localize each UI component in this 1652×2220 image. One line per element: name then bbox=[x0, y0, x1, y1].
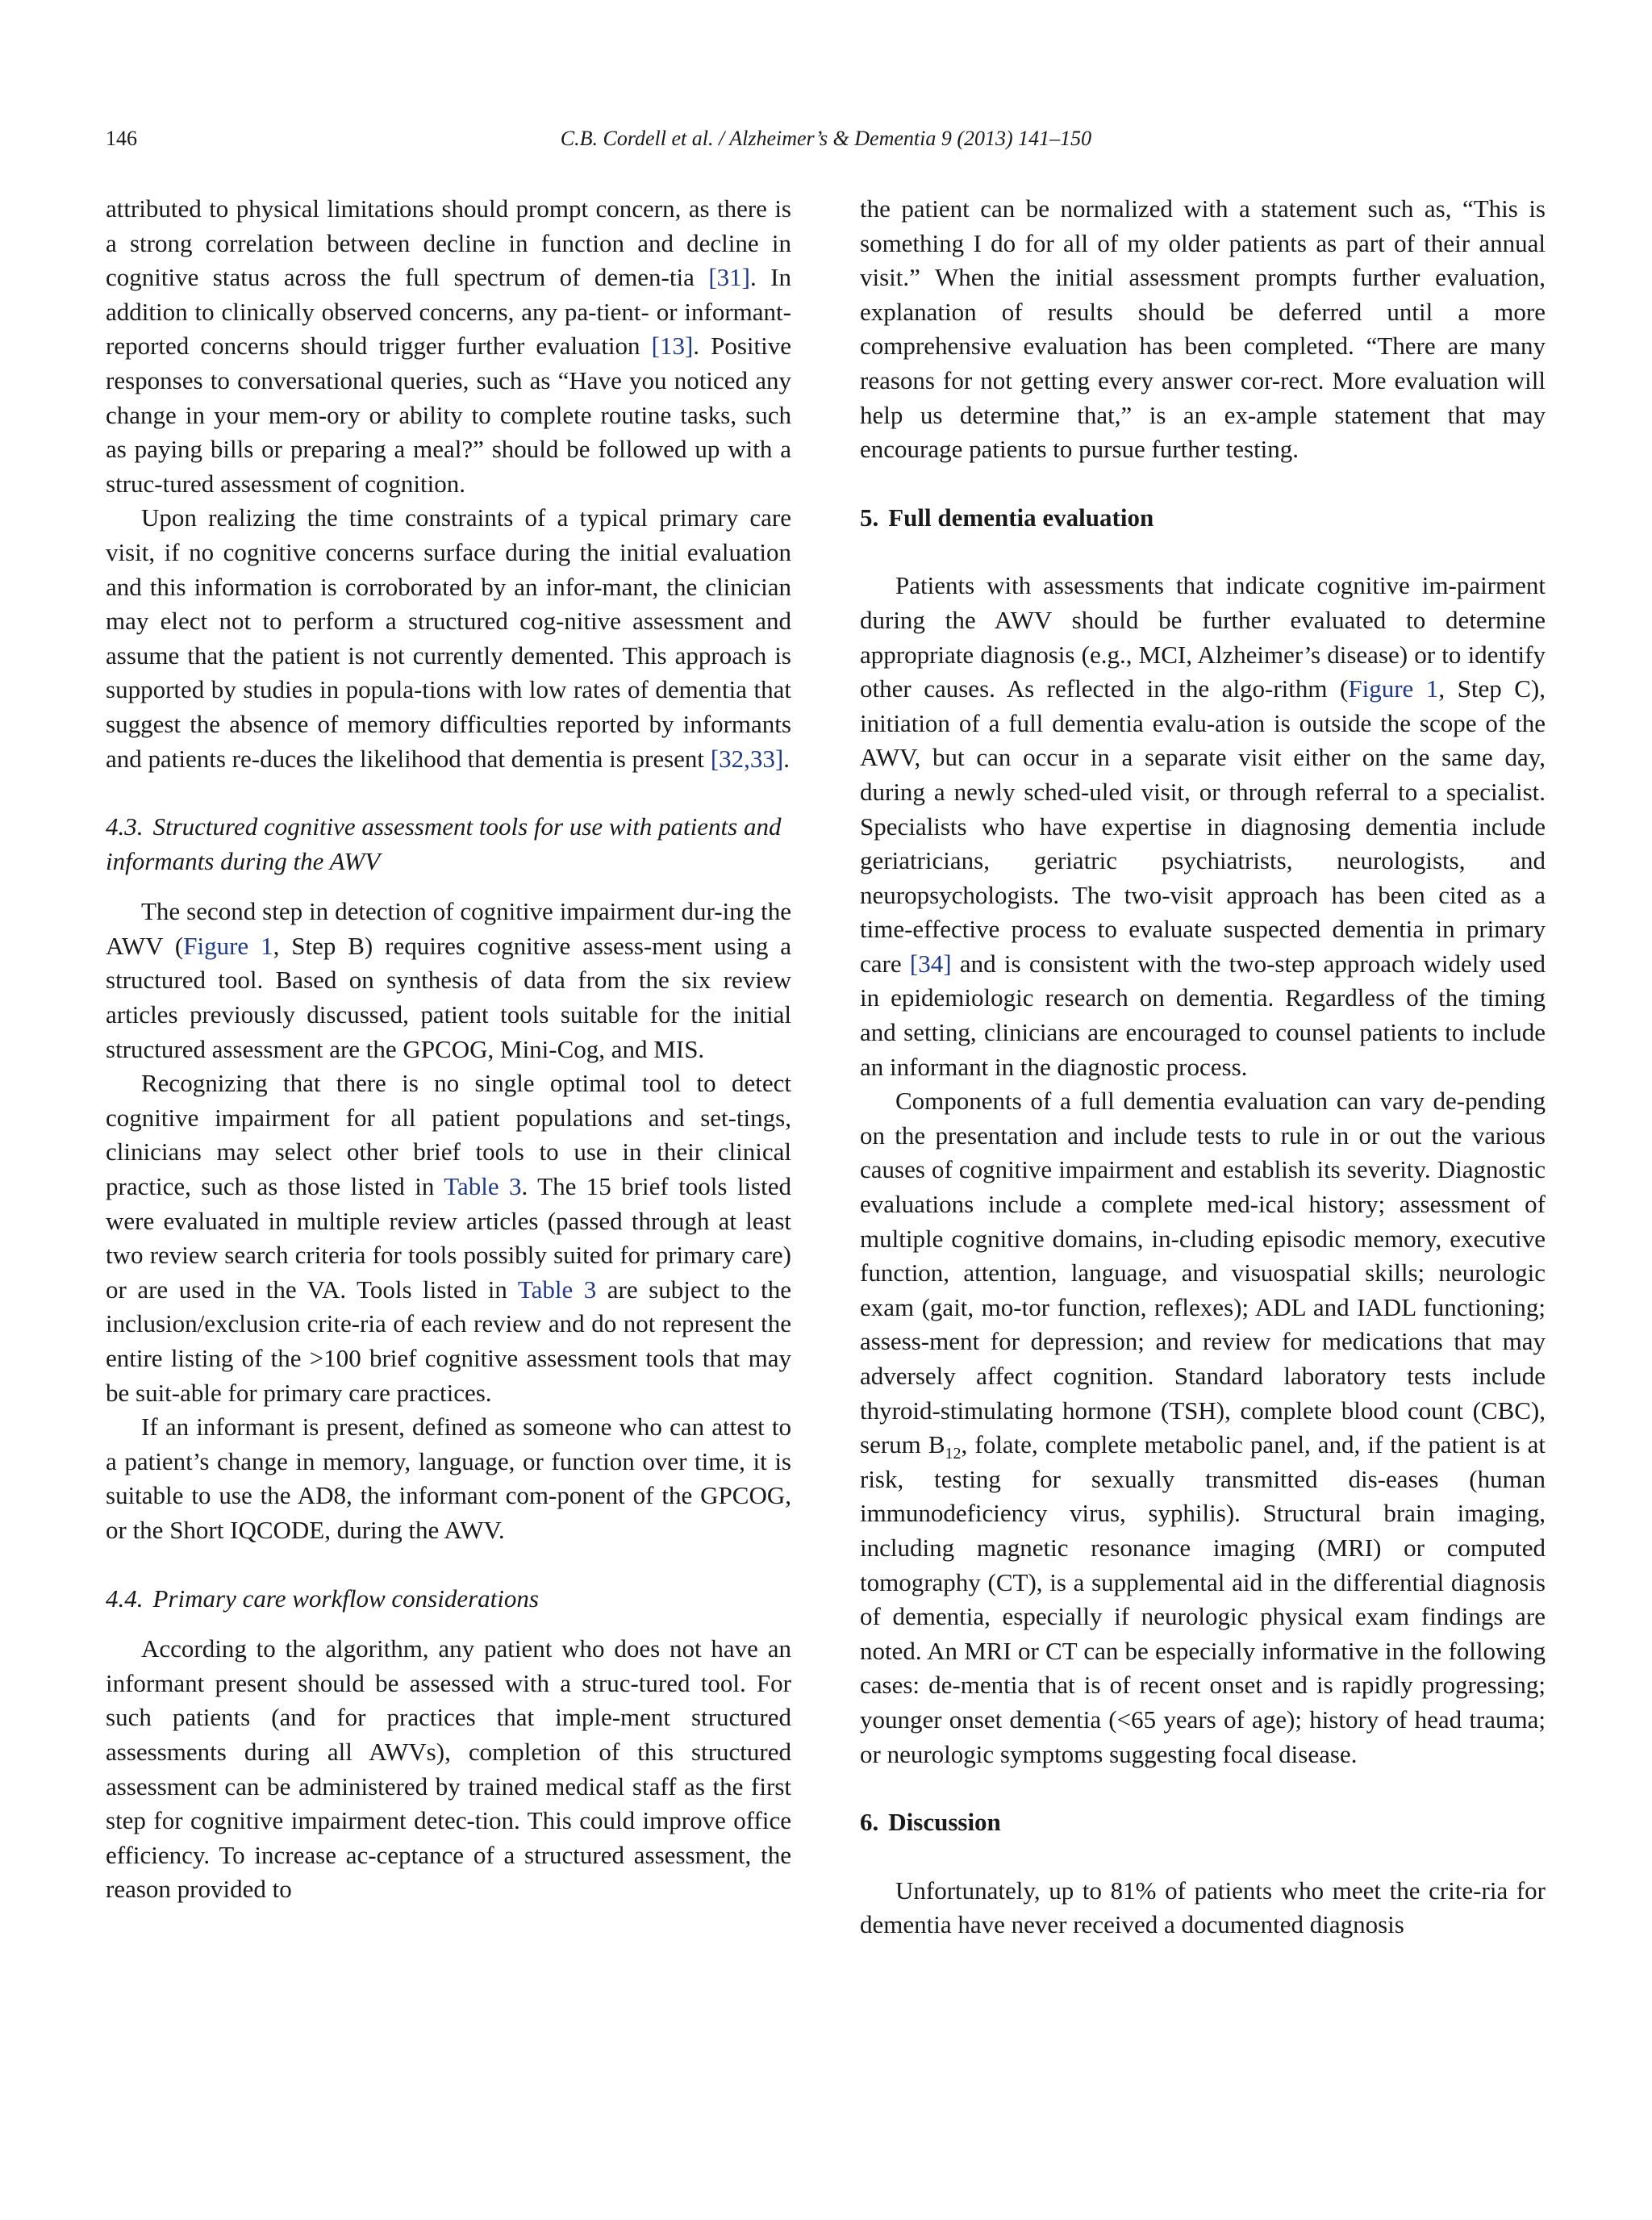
section-title: Structured cognitive assessment tools for use with patients and informants during the AWV bbox=[106, 812, 782, 875]
citation-link[interactable]: [32,33] bbox=[710, 744, 784, 773]
section-number: 4.3. bbox=[106, 812, 144, 841]
paragraph bbox=[106, 1066, 791, 1410]
body-text: . The 15 brief tools listed were evaluated in multiple review articles (passed through at least two review search criteria for tools possibly suited for primary care) or are used in the VA. Tools listed in bbox=[106, 1172, 791, 1304]
section-title: Discussion bbox=[888, 1808, 1001, 1837]
body-text: . bbox=[783, 744, 790, 773]
body-text: Patients with assessments that indicate cognitive im-pairment during the AWV should be further evaluated to determine appropriate diagnosis (e.g., MCI, Alzheimer’s disease) or to identify other causes. As reflected in the algo-rithm ( bbox=[860, 571, 1546, 703]
figure-link[interactable]: Figure 1 bbox=[1348, 674, 1439, 703]
running-head: C.B. Cordell et al. / Alzheimer’s & Dementia 9 (2013) 141–150 bbox=[560, 127, 1092, 150]
right-column bbox=[860, 192, 1546, 1942]
body-text: Recognizing that there is no single optimal tool to detect cognitive impairment for all patient populations and set-tings, clinicians may select other brief tools to use in their clinical practice, such as those listed in bbox=[106, 1069, 791, 1201]
subsection-heading-4-4 bbox=[106, 1582, 791, 1617]
left-column bbox=[106, 192, 791, 1907]
body-text: are subject to the inclusion/exclusion crite-ria of each review and do not represent the entire listing of the >100 brief cognitive assessment tools that may be suit-able for primary care practices. bbox=[106, 1275, 792, 1407]
section-heading-5 bbox=[860, 501, 1546, 536]
body-text: Upon realizing the time constraints of a typical primary care visit, if no cognitive concerns surface during the initial evaluation and this information is corroborated by an infor-mant, the clinician may elect not to perform a structured cog-nitive assessment and assume that the patient is not currently demented. This approach is supported by studies in popula-tions with low rates of dementia that suggest the absence of memory difficulties reported by informants and patients re-duces the likelihood that dementia is present bbox=[106, 503, 791, 773]
paragraph: According to the algorithm, any patient who does not have an informant present should be assessed with a struc-tured tool. For such patients (and for practices that imple-ment structured assessments during all AWVs), completion of this structured assessment can be administered by trained medical staff as the first step for cognitive impairment detec-tion. This could improve office efficiency. To increase ac-ceptance of a structured assessment, the reason provided to bbox=[106, 1634, 791, 1904]
table-link[interactable]: Table 3 bbox=[517, 1275, 597, 1304]
section-title: Primary care workflow considerations bbox=[152, 1584, 539, 1613]
section-number: 4.4. bbox=[106, 1584, 144, 1613]
paragraph: the patient can be normalized with a statement such as, “This is something I do for all of my older patients as part of their annual visit.” When the initial assessment prompts further evaluation, explanation of results should be deferred until a more comprehensive evaluation has been completed. “There are many reasons for not getting every answer cor-rect. More evaluation will help us determine that,” is an ex-ample statement that may encourage patients to pursue further testing. bbox=[860, 194, 1546, 464]
citation-link[interactable]: [34] bbox=[909, 949, 952, 978]
body-text: , Step B) requires cognitive assess-ment using a structured tool. Based on synthesis of data from the six review articles previously discussed, patient tools suitable for the initial structured assessment are the GPCOG, Mini-Cog, and MIS. bbox=[106, 931, 791, 1063]
section-title: Full dementia evaluation bbox=[888, 503, 1154, 532]
page-number: 146 bbox=[106, 127, 137, 150]
paragraph bbox=[860, 569, 1546, 1084]
subscript: 12 bbox=[945, 1445, 962, 1463]
body-text: The second step in detection of cognitive impairment dur-ing the AWV ( bbox=[106, 897, 791, 960]
body-text: Components of a full dementia evaluation can vary de-pending on the presentation and include tests to rule in or out the various causes of cognitive impairment and establish its severity. Diagnostic evaluations include a complete med-ical history; assessment of multiple cognitive domains, in-cluding episodic memory, executive function, attention, language, and visuospatial skills; neurologic exam (gait, mo-tor function, reflexes); ADL and IADL functioning; assess-ment for depression; and review for medications that may adversely affect cognition. Standard laboratory tests include thyroid-stimulating hormone (TSH), complete blood count (CBC), serum B bbox=[860, 1087, 1546, 1459]
table-link[interactable]: Table 3 bbox=[444, 1172, 522, 1201]
subsection-heading-4-3 bbox=[106, 810, 791, 878]
body-text: . In addition to clinically observed concerns, any pa-tient- or informant-reported concerns should trigger further evaluation bbox=[106, 263, 791, 361]
paragraph bbox=[860, 1084, 1546, 1771]
citation-link[interactable]: [13] bbox=[651, 332, 694, 361]
section-number: 6. bbox=[860, 1808, 879, 1837]
figure-link[interactable]: Figure 1 bbox=[183, 931, 273, 960]
body-text: attributed to physical limitations should prompt concern, as there is a strong correlation between decline in function and decline in cognitive status across the full spectrum of demen-tia bbox=[106, 194, 791, 292]
paragraph bbox=[106, 895, 791, 1066]
citation-link[interactable]: [31] bbox=[708, 263, 750, 292]
paragraph bbox=[106, 192, 791, 501]
section-heading-6 bbox=[860, 1805, 1546, 1840]
body-text: . Positive responses to conversational queries, such as “Have you noticed any change in your mem-ory or ability to complete routine tasks, such as paying bills or preparing a meal?” should be followed up with a struc-tured assessment of cognition. bbox=[106, 332, 792, 498]
paragraph bbox=[106, 501, 791, 776]
body-text: and is consistent with the two-step approach widely used in epidemiologic research on dementia. Regardless of the timing and setting, clinicians are encouraged to counsel patients to include an informant in the diagnostic process. bbox=[860, 949, 1546, 1081]
body-text: , Step C), initiation of a full dementia evalu-ation is outside the scope of the AWV, but can occur in a separate visit either on the same day, during a newly sched-uled visit, or through referral to a specialist. Specialists who have expertise in diagnosing dementia include geriatricians, geriatric psychiatrists, neurologists, and neuropsychologists. The two-visit approach has been cited as a time-effective process to evaluate suspected dementia in primary care bbox=[860, 674, 1546, 978]
paragraph: If an informant is present, defined as someone who can attest to a patient’s change in memory, language, or function over time, it is suitable to use the AD8, the informant com-ponent of the GPCOG, or the Short IQCODE, during the AWV. bbox=[106, 1413, 791, 1544]
body-text: , folate, complete metabolic panel, and, if the patient is at risk, testing for sexually transmitted dis-eases (human immunodeficiency virus, syphilis). Structural brain imaging, including magnetic resonance imaging (MRI) or computed tomography (CT), is a supplemental aid in the differential diagnosis of dementia, especially if neurologic physical exam findings are noted. An MRI or CT can be especially informative in the following cases: de-mentia that is of recent onset and is rapidly progressing; younger onset dementia (<65 years of age); history of head trauma; or neurologic symptoms suggesting focal disease. bbox=[860, 1430, 1546, 1768]
paragraph: Unfortunately, up to 81% of patients who meet the crite-ria for dementia have never received a documented diagnosis bbox=[860, 1876, 1546, 1939]
section-number: 5. bbox=[860, 503, 879, 532]
